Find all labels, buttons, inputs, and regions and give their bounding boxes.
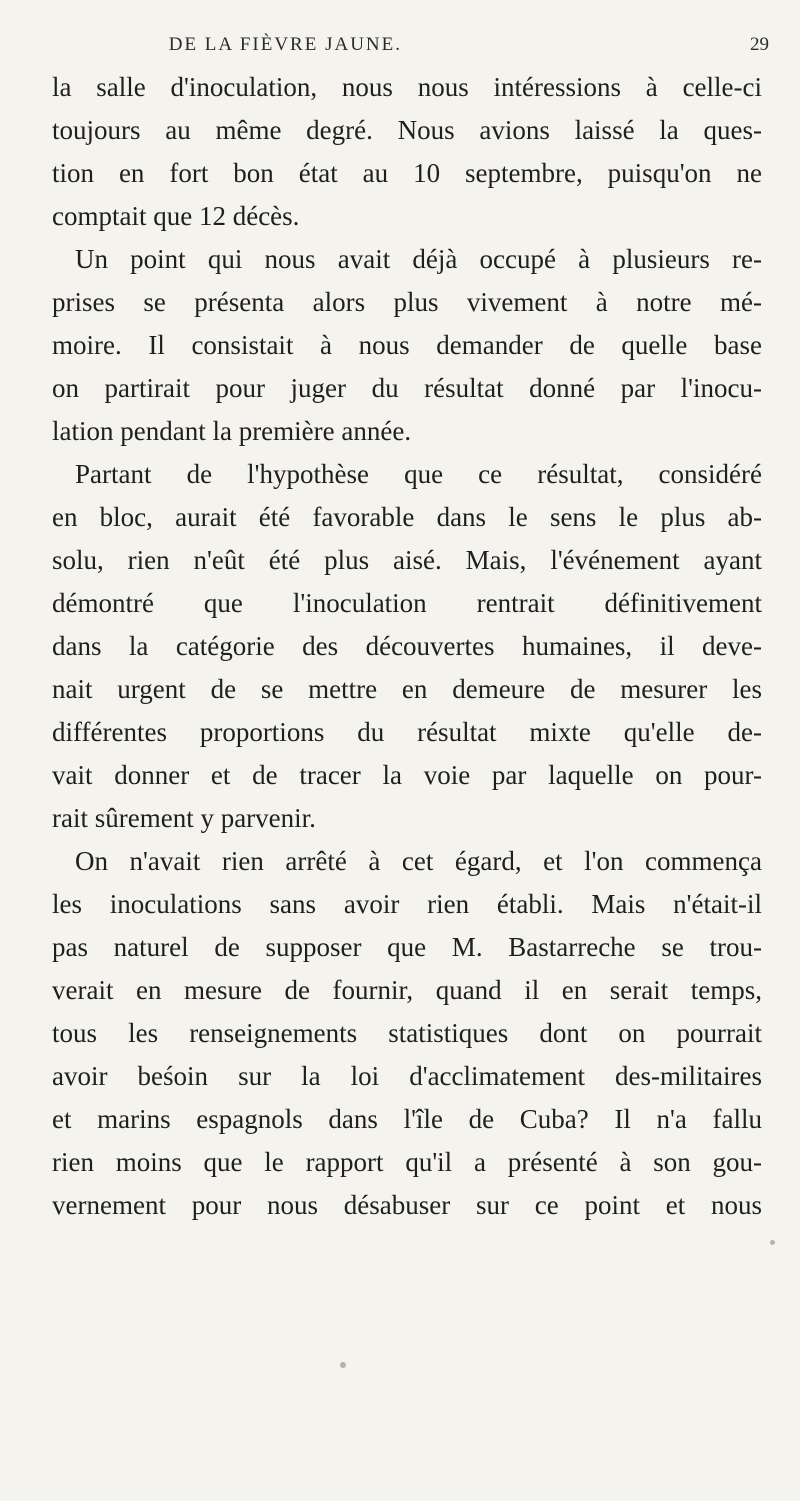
ink-speck (340, 1362, 346, 1368)
paragraph-first-line: On n'avait rien arrêté à cet égard, et l'on commença (75, 846, 762, 876)
text-line: rait sûrement y parvenir. (52, 803, 316, 833)
page-number: 29 (750, 34, 769, 55)
text-line: prises se présenta alors plus vivement à notre mé- (52, 287, 762, 317)
text-line: tous les renseignements statistiques dont on pourrait (52, 1018, 762, 1048)
text-line: dans la catégorie des découvertes humaines, il deve- (52, 631, 762, 661)
text-line: en bloc, aurait été favorable dans le sens le plus ab- (52, 502, 762, 532)
text-line: tion en fort bon état au 10 septembre, puisqu'on ne (52, 158, 762, 188)
text-line: comptait que 12 décès. (52, 201, 300, 231)
text-line: solu, rien n'eût été plus aisé. Mais, l'événement ayant (52, 545, 762, 575)
text-line: la salle d'inoculation, nous nous intéressions à celle-ci (52, 72, 762, 102)
paragraph-first-line: Un point qui nous avait déjà occupé à plusieurs re- (75, 244, 762, 274)
text-line: toujours au même degré. Nous avions laissé la ques- (52, 115, 762, 145)
text-line: pas naturel de supposer que M. Bastarreche se trou- (52, 932, 762, 962)
text-line: avoir beśoin sur la loi d'acclimatement des-militaires (52, 1061, 762, 1091)
running-title: DE LA FIÈVRE JAUNE. (168, 34, 402, 55)
text-line: lation pendant la première année. (52, 416, 412, 446)
text-line: vait donner et de tracer la voie par laquelle on pour- (52, 760, 762, 790)
text-line: on partirait pour juger du résultat donné par l'inocu- (52, 373, 762, 403)
paragraph-first-line: Partant de l'hypothèse que ce résultat, considéré (75, 459, 762, 489)
text-line: démontré que l'inoculation rentrait définitivement (52, 588, 762, 618)
ink-speck (770, 1240, 775, 1245)
text-line: rien moins que le rapport qu'il a présenté à son gou- (52, 1147, 762, 1177)
text-line: moire. Il consistait à nous demander de quelle base (52, 330, 762, 360)
text-line: nait urgent de se mettre en demeure de mesurer les (52, 674, 762, 704)
text-line: et marins espagnols dans l'île de Cuba? Il n'a fallu (52, 1104, 762, 1134)
text-line: vernement pour nous désabuser sur ce point et nous (52, 1190, 762, 1220)
text-line: verait en mesure de fournir, quand il en serait temps, (52, 975, 762, 1005)
text-line: différentes proportions du résultat mixte qu'elle de- (52, 717, 762, 747)
text-line: les inoculations sans avoir rien établi. Mais n'était-il (52, 889, 762, 919)
